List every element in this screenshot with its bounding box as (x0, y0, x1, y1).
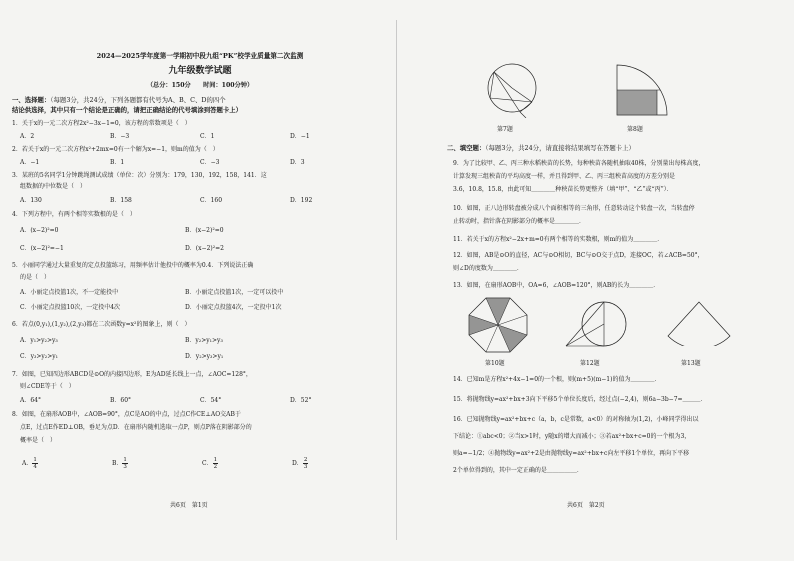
exam-meta: （总分：150分 时间：100分钟） (146, 82, 254, 89)
q12-line2: 则∠D的度数为＿＿＿＿． (453, 265, 523, 272)
figure-7 (482, 58, 547, 118)
fig8-caption: 第8题 (627, 126, 643, 133)
q8-opt-d (292, 457, 308, 470)
q8-opt-c-num: 1 (213, 457, 218, 463)
figure-8 (612, 60, 672, 120)
q8-text-line1: 8．如图，在扇形AOB中，∠AOB=90°，点C是AO的中点，过点C作CE⊥AO交AB于 (12, 411, 241, 418)
right-page (397, 0, 794, 561)
fig12-line-bc (566, 302, 604, 346)
fig7-line-de (520, 112, 526, 118)
q6-opt-a: A．y₁>y₂>y₃ (20, 337, 58, 344)
q9-line3: 3.6，10.8，15.8，由此可知＿＿＿＿种秧苗长势更整齐（填“甲”、“乙”或“丙”）． (453, 186, 673, 193)
section2-line (447, 144, 635, 152)
q16-line4: 2个单位得到的，其中一定正确的是＿＿＿＿＿． (453, 467, 583, 474)
q3-opt-b: B．158 (110, 197, 132, 204)
q5-opt-a: A．小丽定点投篮1次，不一定能投中 (20, 289, 119, 296)
q8-opt-c-den: 2 (213, 464, 218, 470)
q16-line3: 则a=−1/2；④抛物线y=ax²+2是由抛物线y=ax²+bx+c向左平移1个单位，再向下平移 (453, 450, 690, 457)
figure-12 (562, 294, 632, 356)
fig7-line-oc (512, 88, 532, 102)
section1-line1 (12, 96, 226, 104)
q8-opt-b-frac (122, 457, 128, 470)
q8-opt-d-den: 3 (303, 464, 308, 470)
q8-opt-b (112, 457, 128, 470)
q4-opt-a: A．(x−2)²=0 (20, 227, 59, 234)
q8-opt-c-frac (213, 457, 219, 470)
q8-opt-a (22, 457, 38, 470)
q4-text: 4．下列方程中，有两个相等实数根的是（ ） (12, 211, 136, 218)
fig7-line-dc (520, 102, 532, 112)
fig10-shade-1 (486, 298, 510, 325)
q3-opt-d: D．192 (290, 197, 313, 204)
q5-text-line2: 的是（ ） (20, 274, 51, 281)
fig10-shade-2 (498, 325, 527, 352)
q7-opt-b: B．60° (110, 397, 132, 404)
q8-opt-b-num: 1 (123, 457, 127, 463)
q16-line1: 16．已知抛物线y=ax²+bx+c（a，b，c是常数，a<0）的对称轴为(1,2)，小峰同学得出以 (453, 416, 699, 423)
fig7-line-ab (490, 72, 494, 98)
q8-opt-d-letter: D． (292, 460, 303, 467)
q2-opt-a: A．−1 (20, 159, 40, 166)
q3-opt-a: A．130 (20, 197, 42, 204)
q16-line2: 下结论：①abc<0；②当x>1时，y随x的增大而减小；③若ax²+bx+c=0的一个根为3， (453, 433, 691, 440)
q2-opt-b: B．1 (110, 159, 125, 166)
exam-title: 2024—2025学年度第一学期初中段九组“PK”校学业质量第二次监测 (96, 52, 304, 60)
q8-opt-a-frac (32, 457, 38, 470)
fig13-caption: 第13题 (681, 360, 701, 367)
fig7-line-ad (494, 72, 520, 112)
fig10-caption: 第10题 (485, 360, 505, 367)
q9-line1: 9．为了比较甲、乙、丙三种水稻秧苗的长势，每种秧苗各随机抽取40株，分别量出每株高度， (453, 160, 705, 167)
q5-opt-d: D．小丽定点投篮4次，一定投中1次 (185, 304, 282, 311)
fig13-sector (668, 302, 730, 346)
q1-opt-b: B．−3 (110, 133, 130, 140)
exam-subject: 九年级数学试题 (168, 66, 232, 76)
q5-text-line1: 5．小丽同学通过大量重复的定点投篮练习，用频率估计他投中的概率为0.4．下列说法正确 (12, 262, 254, 269)
q4-opt-b: B．(x−2)²=0 (185, 227, 224, 234)
q3-text-line2: 组数据的中位数是（ ） (20, 183, 87, 190)
fig12-caption: 第12题 (580, 360, 600, 367)
fig8-shade (617, 90, 657, 115)
q10-line2: 止转动时，指针落在阴影部分的概率是＿＿＿＿． (453, 218, 586, 225)
q9-line2: 计算发现三组秧苗的平均高度一样，并且得到甲、乙、丙三组秧苗高度的方差分别是 (453, 173, 676, 180)
q6-opt-b: B．y₂>y₁>y₃ (185, 337, 223, 344)
q2-opt-d: D．3 (290, 159, 305, 166)
q8-opt-d-num: 2 (303, 457, 308, 463)
fig10-spoke-6 (486, 325, 498, 352)
q12-line1: 12．如图，AB是⊙O的直径，AC与⊙O相切，BC与⊙O交于点D，连接OC，若∠ACB=50°， (453, 252, 704, 259)
figure-13 (662, 296, 736, 346)
q7-text-line1: 7．如图，已知四边形ABCD是⊙O的内接四边形，E为AD延长线上一点，∠AOC=128°， (12, 371, 252, 378)
q8-opt-a-letter: A． (22, 460, 33, 467)
fig10-shade-3 (469, 315, 498, 335)
q8-opt-d-frac (303, 457, 309, 470)
q1-opt-c: C．1 (200, 133, 215, 140)
q11-text: 11．若关于x的方程x²−2x+m=0有两个相等的实数根，则m的值为＿＿＿＿． (453, 236, 664, 243)
section1-desc2: 结论供选择，其中只有一个结论是正确的，请把正确结论的代号填涂到答题卡上） (12, 106, 243, 114)
section1-heading: 一、选择题： (12, 96, 51, 104)
q8-opt-c (202, 457, 218, 470)
q8-opt-b-den: 3 (123, 464, 127, 470)
q10-line1: 10．如图，正八边形转盘被分成八个面积相等的三角形，任意转动这个转盘一次，当转盘停 (453, 205, 695, 212)
footer-left: 共6页 第1页 (170, 502, 208, 509)
section2-desc: （每题3分，共24分，请直接将结果填写在答题卡上） (485, 144, 635, 152)
q6-opt-c: C．y₃>y₂>y₁ (20, 353, 59, 360)
q4-opt-d: D．(x−2)²=2 (185, 245, 224, 252)
q3-text-line1: 3．某班的5名同学1分钟跳绳测试成绩（单位：次）分别为：179，130，192，158，141．这 (12, 172, 267, 179)
fig12-line-oc (566, 324, 604, 346)
q7-opt-c: C．54° (200, 397, 222, 404)
footer-right: 共6页 第2页 (567, 502, 605, 509)
fig10-spoke-3 (498, 315, 527, 325)
q6-text: 6．若点(0,y₁),(1,y₂),(2,y₃)都在二次函数y=x²的图象上，则（ ） (12, 321, 191, 328)
q4-opt-c: C．(x−2)²=−1 (20, 245, 64, 252)
q14-text: 14．已知m是方程x²+4x−1=0的一个根，则(m+5)(m−1)的值为＿＿＿＿． (453, 376, 661, 383)
q1-text: 1．关于x的一元二次方程2x²−3x−1=0，该方程的常数项是（ ） (12, 120, 191, 127)
section1-desc1: （每题3分，共24分，下列各题都有代号为A、B、C、D的四个 (50, 96, 226, 104)
q8-text-line2: 点E，过点E作ED⊥OB，垂足为点D．在扇形内随机选取一点P，则点P落在阴影部分的 (20, 424, 252, 431)
q3-opt-c: C．160 (200, 197, 223, 204)
q6-opt-d: D．y₂>y₃>y₁ (185, 353, 224, 360)
q8-opt-a-num: 1 (33, 457, 37, 463)
fig7-caption: 第7题 (497, 126, 513, 133)
q1-opt-a: A．2 (20, 133, 35, 140)
q7-opt-a: A．64° (20, 397, 41, 404)
q13-text: 13．如图，在扇形AOB中，OA=6，∠AOB=120°，则AB的长为＿＿＿＿． (453, 282, 660, 289)
q2-opt-c: C．−3 (200, 159, 220, 166)
q2-text: 2．若关于x的一元二次方程x²+2mx=0有一个解为x=−1，则m的值为（ ） (12, 146, 219, 153)
q5-opt-c: C．小丽定点投篮10次，一定投中4次 (20, 304, 121, 311)
q1-opt-d: D．−1 (290, 133, 310, 140)
q8-opt-a-den: 4 (33, 464, 37, 470)
q15-text: 15．将抛物线y=ax²+bx+3向下平移5个单位长度后，经过点(−2,4)，则6a−3b−7=＿＿＿． (453, 396, 707, 403)
section2-heading: 二、填空题： (447, 144, 486, 152)
q8-text-line3: 概率是（ ） (20, 437, 57, 444)
q8-opt-b-letter: B． (112, 460, 123, 467)
figure-10 (467, 296, 529, 354)
q8-opt-c-letter: C． (202, 460, 213, 467)
q5-opt-b: B．小丽定点投篮1次，一定可以投中 (185, 289, 284, 296)
q7-text-line2: 则∠CDE等于（ ） (20, 383, 75, 390)
q7-opt-d: D．52° (290, 397, 312, 404)
